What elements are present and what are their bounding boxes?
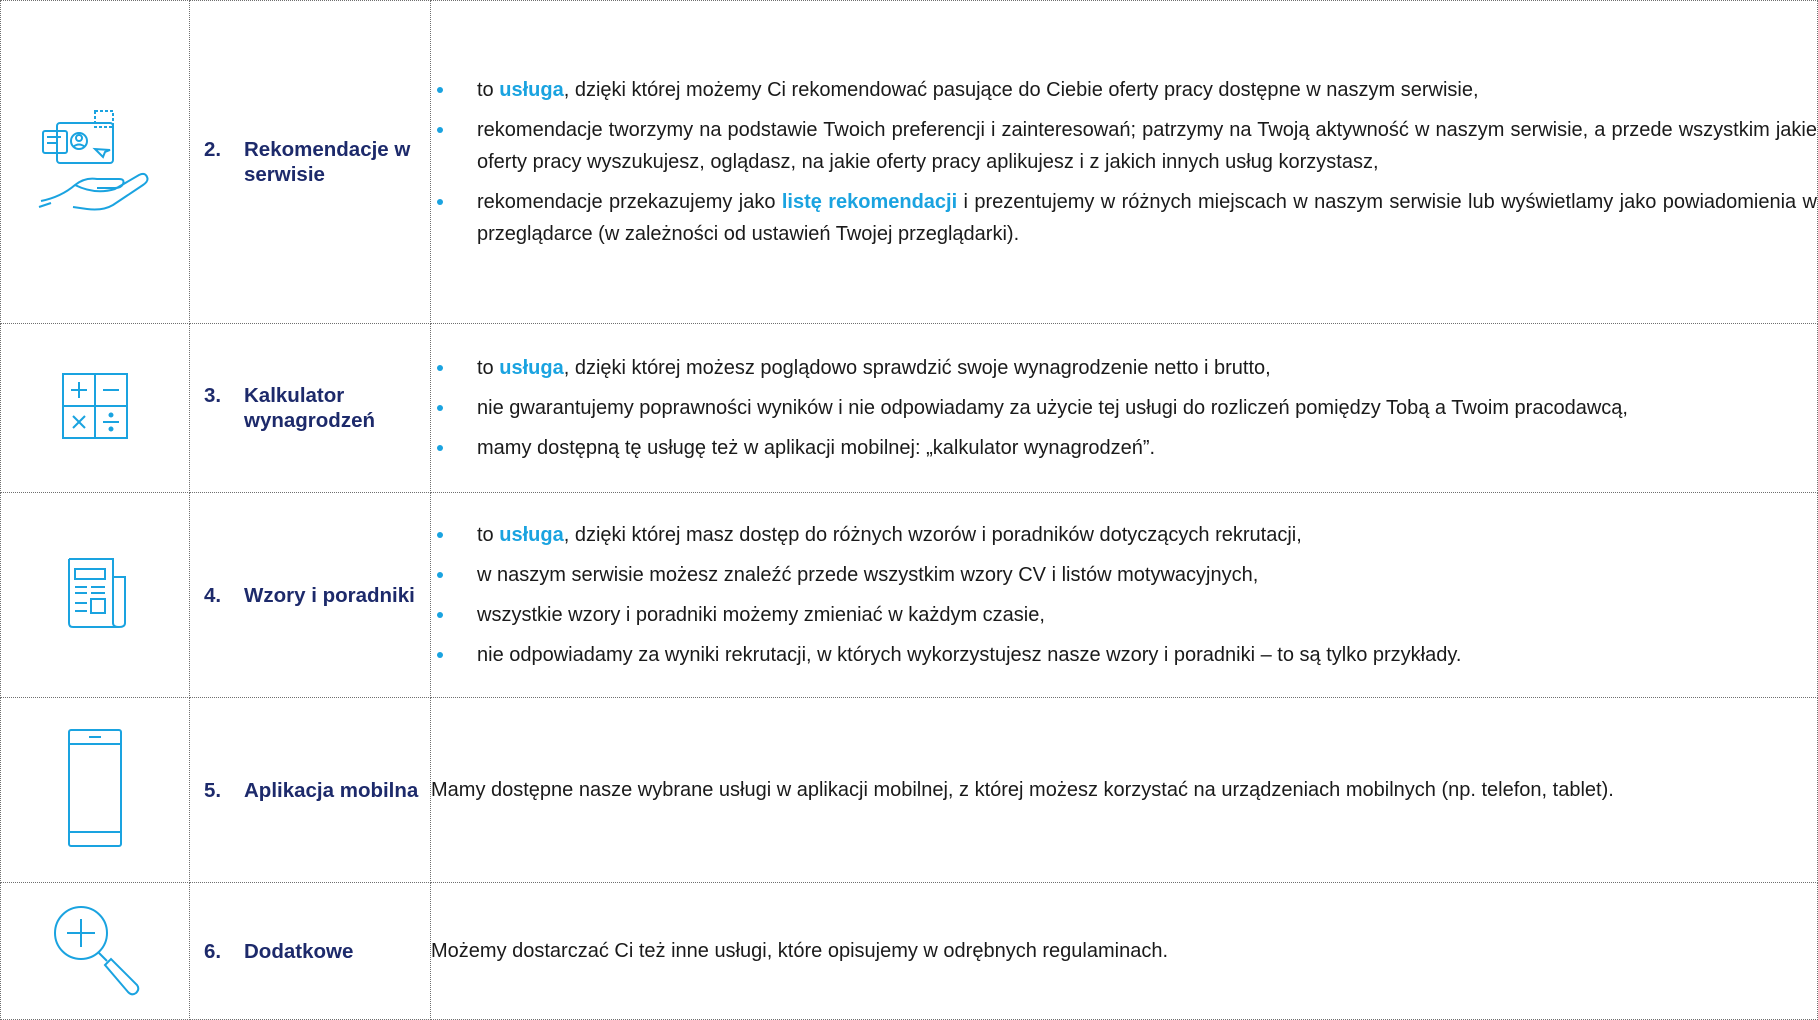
service-name-cell xyxy=(190,883,431,1020)
mobile-phone-icon xyxy=(65,726,125,855)
bullet-list xyxy=(431,352,1817,464)
service-description-cell xyxy=(431,493,1818,698)
bullet-text: nie odpowiadamy za wyniki rekrutacji, w których wykorzystujesz nasze wzory i poradniki – to są tylko przykłady. xyxy=(477,644,1462,666)
service-name xyxy=(190,583,430,608)
bullet-text: nie gwarantujemy poprawności wyników i nie odpowiadamy za użycie tej usługi do rozliczeń pomiędzy Tobą a Twoim pracodawcą, xyxy=(477,397,1628,419)
table-row xyxy=(1,493,1818,698)
newspaper-icon xyxy=(63,555,127,636)
table-row xyxy=(1,698,1818,883)
list-item xyxy=(431,74,1817,106)
icon-cell xyxy=(1,324,190,493)
service-description: Możemy dostarczać Ci też inne usługi, które opisujemy w odrębnych regulaminach. xyxy=(431,940,1169,962)
icon-cell xyxy=(1,883,190,1020)
service-name-cell xyxy=(190,1,431,324)
highlight-link[interactable]: usługa xyxy=(499,357,564,379)
bullet-list xyxy=(431,519,1817,671)
bullet-text: wszystkie wzory i poradniki możemy zmieniać w każdym czasie, xyxy=(477,604,1045,626)
list-item xyxy=(431,392,1817,424)
calculator-icon xyxy=(59,370,131,447)
service-name xyxy=(190,137,430,187)
list-item xyxy=(431,519,1817,551)
service-title: Kalkulator wynagrodzeń xyxy=(244,384,375,432)
service-name-cell xyxy=(190,324,431,493)
bullet-text: to xyxy=(477,79,500,101)
table-row xyxy=(1,883,1818,1020)
service-number: 2. xyxy=(204,138,222,161)
service-description: Mamy dostępne nasze wybrane usługi w aplikacji mobilnej, z której możesz korzystać na urządzeniach mobilnych (np. telefon, tablet). xyxy=(431,779,1614,801)
bullet-text: i prezentujemy w różnych miejscach w naszym serwisie lub wyświetlamy jako powiadomienia w przeglądarce (w zależności od ustawień Twojej przeglądarki). xyxy=(477,191,1817,245)
table-row xyxy=(1,1,1818,324)
service-description-cell xyxy=(431,698,1818,883)
list-item xyxy=(431,599,1817,631)
service-name-cell xyxy=(190,493,431,698)
service-title: Aplikacja mobilna xyxy=(244,778,419,802)
bullet-text: rekomendacje przekazujemy jako xyxy=(477,191,782,213)
list-item xyxy=(431,186,1817,250)
icon-cell xyxy=(1,698,190,883)
service-number: 6. xyxy=(204,939,222,963)
bullet-text: to xyxy=(477,524,500,546)
bullet-text: rekomendacje tworzymy na podstawie Twoich preferencji i zainteresowań; patrzymy na Twoją aktywność w naszym serwisie, a przede wszystkim jakie oferty pracy wyszukujesz, oglądasz, na jakie oferty pracy aplikujesz i z jakich innych usług korzystasz, xyxy=(477,119,1817,173)
bullet-text: w naszym serwisie możesz znaleźć przede wszystkim wzory CV i listów motywacyjnych, xyxy=(477,564,1259,586)
service-number: 3. xyxy=(204,384,222,407)
list-item xyxy=(431,114,1817,178)
bullet-text: , dzięki której możesz poglądowo sprawdzić swoje wynagrodzenie netto i brutto, xyxy=(563,357,1271,379)
list-item xyxy=(431,559,1817,591)
hand-screen-icon xyxy=(35,105,155,220)
service-number: 5. xyxy=(204,778,222,802)
service-name-cell xyxy=(190,698,431,883)
icon-cell xyxy=(1,1,190,324)
highlight-link[interactable]: usługa xyxy=(499,79,564,101)
bullet-text: , dzięki której masz dostęp do różnych wzorów i poradników dotyczących rekrutacji, xyxy=(563,524,1302,546)
icon-cell xyxy=(1,493,190,698)
bullet-text: mamy dostępną tę usługę też w aplikacji mobilnej: „kalkulator wynagrodzeń”. xyxy=(477,437,1156,459)
highlight-link[interactable]: usługa xyxy=(499,524,564,546)
service-name xyxy=(190,939,430,964)
bullet-text: , dzięki której możemy Ci rekomendować pasujące do Ciebie oferty pracy dostępne w naszym serwisie, xyxy=(563,79,1479,101)
highlight-link[interactable]: listę rekomendacji xyxy=(781,191,958,213)
service-number: 4. xyxy=(204,583,222,607)
list-item xyxy=(431,639,1817,671)
list-item xyxy=(431,432,1817,464)
list-item xyxy=(431,352,1817,384)
magnifier-plus-icon xyxy=(45,899,145,1004)
service-description-cell xyxy=(431,883,1818,1020)
service-description-cell xyxy=(431,1,1818,324)
service-title: Dodatkowe xyxy=(244,939,354,963)
bullet-list xyxy=(431,74,1817,250)
service-description-cell xyxy=(431,324,1818,493)
service-title: Wzory i poradniki xyxy=(244,583,415,607)
table-row xyxy=(1,324,1818,493)
service-name xyxy=(190,383,430,433)
service-name xyxy=(190,778,430,803)
service-title: Rekomendacje w serwisie xyxy=(244,138,411,186)
bullet-text: to xyxy=(477,357,500,379)
